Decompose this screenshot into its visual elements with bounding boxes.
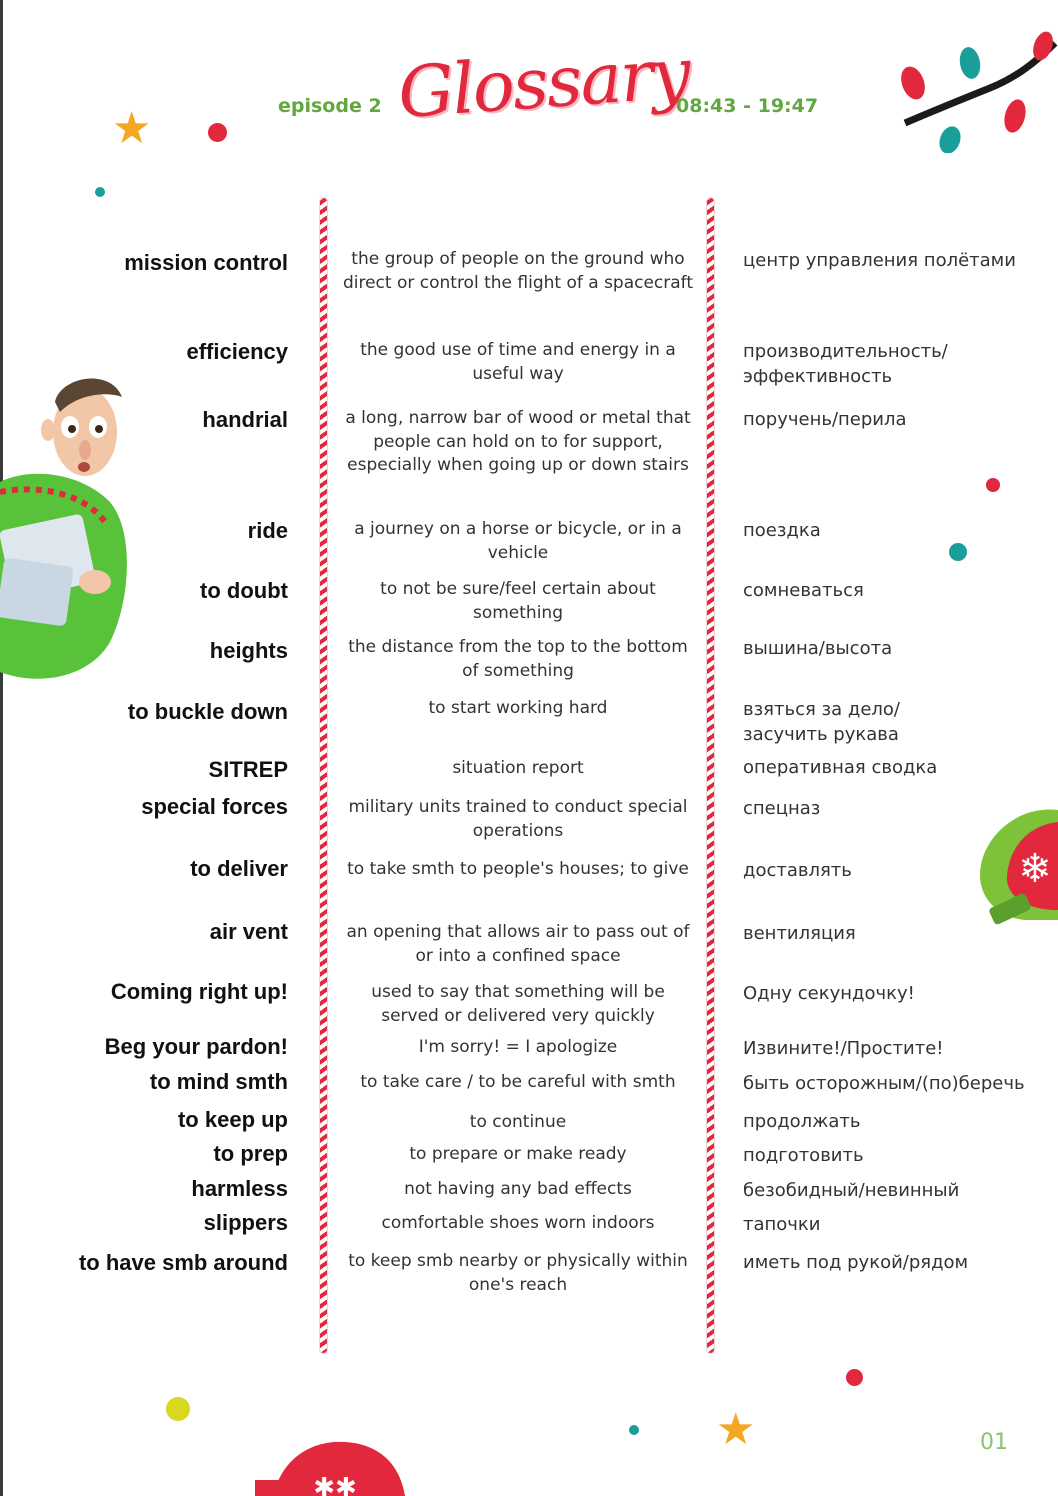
svg-text:❄: ❄ bbox=[1018, 846, 1052, 892]
glossary-translation: быть осторожным/(по)беречь bbox=[743, 1073, 1025, 1094]
glossary-definition: situation report bbox=[452, 758, 584, 778]
glossary-translation: спецназ bbox=[743, 798, 821, 819]
teal-dot bbox=[949, 543, 967, 561]
character-illustration bbox=[0, 372, 140, 717]
glossary-definition: I'm sorry! = I apologize bbox=[418, 1037, 618, 1057]
glossary-term: to deliver bbox=[190, 856, 288, 881]
glossary-translation: оперативная сводка bbox=[743, 757, 938, 778]
glossary-definition: a journey on a horse or bicycle, or in a vehicle bbox=[354, 519, 682, 563]
page-number: 01 bbox=[980, 1430, 1008, 1455]
glossary-definition: military units trained to conduct special operations bbox=[348, 797, 688, 841]
glossary-term: ride bbox=[247, 518, 288, 543]
glossary-term: slippers bbox=[203, 1210, 288, 1235]
star-icon: ★ bbox=[112, 103, 152, 154]
glossary-term: Beg your pardon! bbox=[104, 1034, 288, 1059]
episode-label: episode 2 bbox=[278, 95, 382, 117]
glossary-term: to buckle down bbox=[127, 699, 288, 724]
glossary-translation: сомневаться bbox=[743, 580, 864, 601]
glossary-definition: the distance from the top to the bottom of something bbox=[348, 637, 688, 681]
glossary-translation: иметь под рукой/рядом bbox=[743, 1252, 969, 1273]
red-dot bbox=[846, 1369, 863, 1386]
glossary-term: efficiency bbox=[186, 339, 288, 364]
star-icon: ★ bbox=[716, 1404, 756, 1455]
glossary-translation: безобидный/невинный bbox=[743, 1180, 960, 1201]
glossary-translation: производительность/ эффективность bbox=[743, 341, 948, 387]
glossary-translation: доставлять bbox=[743, 860, 852, 881]
glossary-definition: to prepare or make ready bbox=[409, 1144, 627, 1164]
glossary-translation: взяться за дело/ засучить рукава bbox=[743, 699, 900, 745]
glossary-definition: an opening that allows air to pass out of or into a confined space bbox=[346, 922, 690, 966]
glossary-definition: to take care / to be careful with smth bbox=[360, 1072, 676, 1092]
glossary-term: SITREP bbox=[208, 757, 288, 782]
red-dot bbox=[208, 123, 227, 142]
candy-cane-divider bbox=[707, 198, 714, 1353]
glossary-translation: продолжать bbox=[743, 1111, 861, 1132]
glossary-definition: to keep smb nearby or physically within one's reach bbox=[348, 1251, 688, 1295]
glossary-term: to doubt bbox=[200, 578, 288, 603]
glossary-translation: поездка bbox=[743, 520, 821, 541]
glossary-definition: to take smth to people's houses; to give bbox=[347, 859, 689, 879]
glossary-translation: Извините!/Простите! bbox=[743, 1038, 944, 1059]
glossary-translation: поручень/перила bbox=[743, 409, 907, 430]
glossary-term: to keep up bbox=[177, 1107, 288, 1132]
christmas-lights-icon bbox=[895, 28, 1058, 153]
glossary-definition: the group of people on the ground who direct or control the flight of a spacecraft bbox=[342, 249, 694, 293]
svg-text:✱✱: ✱✱ bbox=[313, 1473, 357, 1496]
yellow-dot bbox=[166, 1397, 190, 1421]
glossary-definition: a long, narrow bar of wood or metal that people can hold on to for support, especially when going up or down stairs bbox=[345, 408, 691, 475]
glossary-term: mission control bbox=[124, 250, 288, 275]
teal-dot bbox=[629, 1425, 639, 1435]
teal-dot bbox=[95, 187, 105, 197]
glossary-definition: to continue bbox=[469, 1112, 567, 1132]
glossary-translation: вышина/высота bbox=[743, 638, 893, 659]
glossary-definition: used to say that something will be served or delivered very quickly bbox=[371, 982, 665, 1026]
glossary-term: Coming right up! bbox=[110, 979, 288, 1004]
timecode: 08:43 - 19:47 bbox=[676, 95, 819, 117]
glossary-definition: to not be sure/feel certain about something bbox=[380, 579, 656, 623]
glossary-term: to have smb around bbox=[78, 1250, 288, 1275]
glossary-translation: тапочки bbox=[743, 1214, 821, 1235]
glossary-term: handrial bbox=[202, 407, 288, 432]
glossary-definition: not having any bad effects bbox=[404, 1179, 632, 1199]
glossary-translation: Одну секундочку! bbox=[743, 983, 915, 1004]
glossary-translation: подготовить bbox=[743, 1145, 864, 1166]
glossary-term: heights bbox=[209, 638, 288, 663]
glossary-term: harmless bbox=[191, 1176, 288, 1201]
page-left-edge bbox=[0, 0, 3, 1496]
page-title: Glossary bbox=[395, 31, 692, 135]
glossary-definition: the good use of time and energy in a useful way bbox=[360, 340, 676, 384]
glossary-definition: to start working hard bbox=[428, 698, 608, 718]
red-dot bbox=[986, 478, 1000, 492]
glossary-translation: центр управления полётами bbox=[743, 250, 1016, 271]
glossary-translation: вентиляция bbox=[743, 923, 856, 944]
candy-cane-divider bbox=[320, 198, 327, 1353]
glossary-definition: comfortable shoes worn indoors bbox=[381, 1213, 655, 1233]
glossary-term: special forces bbox=[141, 794, 288, 819]
glossary-term: to mind smth bbox=[149, 1069, 288, 1094]
glossary-term: to prep bbox=[213, 1141, 288, 1166]
hat-icon bbox=[255, 1440, 410, 1496]
glossary-term: air vent bbox=[209, 919, 288, 944]
